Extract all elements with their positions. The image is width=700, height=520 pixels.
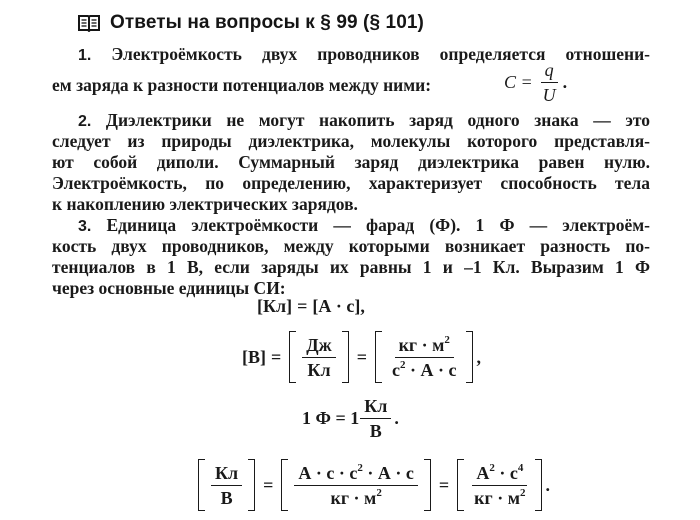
formula-volt — [242, 330, 481, 384]
f4-lhs-den: В — [220, 487, 233, 508]
f3-num: Кл — [360, 396, 391, 419]
section-heading — [78, 11, 424, 35]
p2-line4 — [52, 173, 650, 193]
f2-frac2-num: кг · м — [398, 334, 445, 355]
f4-rhs-num-a: А — [476, 462, 490, 483]
f4-rhs-num-b: · с — [494, 462, 518, 483]
p2-line5 — [52, 194, 358, 214]
open-book-icon — [78, 14, 100, 32]
p2-text5: к накоплению электрических зарядов. — [52, 194, 358, 214]
f1-eq: = — [297, 296, 308, 316]
f4-rhs-den-a: кг · м — [474, 487, 520, 508]
heading-text: Ответы на вопросы к § 99 (§ 101) — [110, 12, 424, 33]
p1-line2 — [52, 75, 431, 95]
f2-eq1: = — [271, 346, 282, 367]
p2-text2: следует из природы диэлектрика, молекулы которого представля- — [52, 131, 650, 151]
p3-line3 — [52, 257, 650, 277]
f3-end: . — [394, 408, 399, 428]
p3-text2: кость двух проводников, между которыми возникает разность по- — [52, 236, 650, 256]
p2-text1: Диэлектрики не могут накопить заряд одного знака — это — [105, 110, 650, 130]
f2-frac1-den: Кл — [307, 359, 331, 380]
p2-line3 — [52, 152, 650, 172]
p1-text2: ем заряда к разности потенциалов между ними: — [52, 75, 432, 95]
f4-mid-num-a: А · с · с — [298, 462, 358, 483]
f4-rhs-den-sup: 2 — [519, 486, 526, 499]
f4-rhs-num-sup1: 2 — [489, 461, 495, 474]
p3-text3: тенциалов в 1 В, если заряды их равны 1 и –1 Кл. Выразим 1 Ф — [52, 257, 650, 277]
p1-text1: Электроёмкость двух проводников определяется отношени- — [111, 44, 651, 64]
f2-frac2-den-a: с — [391, 359, 400, 380]
p2-line1 — [78, 110, 650, 132]
formula-q: q — [541, 60, 558, 83]
p3-text1: Единица электроёмкости — фарад (Ф). 1 Ф — электроём- — [106, 215, 651, 235]
p2-text4: Электроёмкость, по определению, характеризует способность тела — [52, 173, 650, 193]
formula-farad — [302, 396, 399, 441]
p2-text3: ют собой диполи. Суммарный заряд диэлектрика равен нулю. — [52, 152, 650, 172]
f2-frac2-den-b: · А · с — [405, 359, 457, 380]
capacitance-formula — [504, 60, 567, 105]
f1-rhs: [А · с], — [312, 296, 365, 316]
f2-eq2: = — [356, 346, 367, 367]
formula-u: U — [542, 85, 556, 105]
p3-line2 — [52, 236, 650, 256]
f1-lhs: [Кл] — [257, 296, 293, 316]
p2-number: 2. — [78, 113, 92, 130]
p3-line1 — [78, 215, 650, 237]
f3-lhs: 1 Ф = 1 — [302, 408, 360, 428]
f4-eq2: = — [438, 474, 450, 495]
f4-mid-den-sup: 2 — [376, 486, 382, 499]
formula-c-lhs: C = — [504, 72, 533, 92]
f4-mid-den-a: кг · м — [330, 487, 377, 508]
f2-end: , — [476, 346, 481, 367]
formula-end: . — [562, 72, 568, 92]
f4-end: . — [545, 474, 550, 495]
f2-frac2-den-sup: 2 — [399, 358, 406, 371]
f4-mid-num-sup: 2 — [357, 461, 363, 474]
f4-eq1: = — [263, 474, 274, 495]
f2-frac2-num-sup: 2 — [444, 333, 450, 346]
f2-lhs: [В] — [242, 346, 266, 367]
f4-rhs-num-sup2: 4 — [517, 461, 524, 474]
formula-farad-si — [195, 458, 550, 512]
p3-text4: через основные единицы СИ: — [52, 278, 286, 298]
p1-number: 1. — [78, 47, 92, 64]
f4-mid-num-b: · А · с — [362, 462, 414, 483]
f3-den: В — [369, 421, 382, 441]
p2-line2 — [52, 131, 650, 151]
p3-number: 3. — [78, 218, 92, 235]
formula-coulomb — [257, 296, 365, 317]
f2-frac1-num: Дж — [302, 335, 335, 358]
p3-line4 — [52, 278, 286, 298]
f4-lhs-num: Кл — [211, 463, 242, 486]
